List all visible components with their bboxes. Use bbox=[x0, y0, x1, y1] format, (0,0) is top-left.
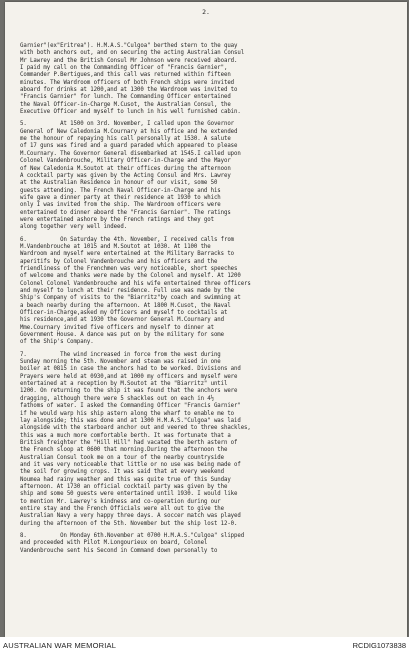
text-line: lay alongside; this was done and at 1300 H.M.A.S."Culgoa" was laid bbox=[20, 417, 241, 424]
text-line: of New Caledonia M.Soutot at their offices during the afternoon bbox=[20, 165, 231, 172]
text-line: minutes. The Wardroom officers of both French ships were invited bbox=[20, 79, 235, 86]
text-line: to mention Mr. Lawrey's kindness and co-operation during our bbox=[20, 498, 221, 505]
text-line: Government House. A dance was put on by the military for some bbox=[20, 332, 224, 339]
archive-footer bbox=[0, 637, 409, 654]
text-line: of welcome and thanks were made by the Colonel and myself. At 1200 bbox=[20, 273, 241, 280]
text-line: at the Australian Residence in honour of our visit, some 50 bbox=[20, 180, 218, 187]
text-line: Colonel Colonel Vandenbrouche and his wife entertained three officers bbox=[20, 280, 251, 287]
document-page bbox=[5, 2, 407, 637]
institution-label: AUSTRALIAN WAR MEMORIAL bbox=[3, 641, 117, 650]
text-line: along together very well indeed. bbox=[20, 224, 128, 231]
text-line: entire stay and the French Officials were all out to give the bbox=[20, 505, 224, 512]
text-line: and proceeded with Pilot M.Longourieux on board, Colonel bbox=[20, 540, 208, 547]
text-line: 6. On Saturday the 4th. November, I received calls from bbox=[20, 236, 235, 243]
text-line: M.Vandenbrouche at 1015 and M.Soutot at 1030. At 1100 the bbox=[20, 243, 211, 250]
text-line: fathoms of water. I asked the Commanding Officer "Francis Garnier" bbox=[20, 403, 241, 410]
text-line: aperitifs by Colonel Vandenbrouche and his officers and the bbox=[20, 258, 218, 265]
paragraph bbox=[20, 533, 370, 555]
text-line: with both anchors out, and on securing the acting Australian Consul bbox=[20, 50, 245, 57]
text-line: were entertained ashore by the French ratings and they got bbox=[20, 216, 214, 223]
text-line: Australian Navy a very happy three days. A soccer match was played bbox=[20, 513, 241, 520]
paragraph bbox=[20, 237, 370, 347]
text-line: me the honour of repaying his call personally at 1530. A salute bbox=[20, 136, 231, 143]
text-line: his residence,and at 1930 the Governor General M.Cournary and bbox=[20, 317, 224, 324]
text-line: A cocktail party was given by the Acting Consul and Mrs. Lawrey bbox=[20, 172, 231, 179]
text-line: entertained at a reception by M.Soutot at the "Biarritz" until bbox=[20, 381, 228, 388]
text-line: entertained to dinner aboard the "Francis Garnier". The ratings bbox=[20, 209, 231, 216]
text-line: alongside with the starboard anchor out and veered to three shackles, bbox=[20, 425, 251, 432]
text-line: I paid my call on the Commanding Officer of "Francis Garnier", bbox=[20, 65, 228, 72]
text-line: of the Ship's Company. bbox=[20, 339, 94, 346]
text-line: the soil for growing crops. It was said that at every weekend bbox=[20, 469, 224, 476]
text-line: M.Cournary. The Governor General disembarked at 1545.I called upon bbox=[20, 150, 241, 157]
text-line: 1200. On returning to the ship it was found that the anchors were bbox=[20, 388, 238, 395]
paragraph bbox=[20, 352, 370, 528]
text-line: General of New Caledonia M.Cournary at his office and he extended bbox=[20, 128, 238, 135]
text-line: Garnier"(ex"Eritrea"). H.M.A.S."Culgoa" berthed stern to the quay bbox=[20, 43, 238, 49]
text-line: 7. The wind increased in force from the west during bbox=[20, 351, 221, 358]
text-line: Commander P.Bertigues,and this call was returned within fifteen bbox=[20, 72, 231, 79]
paragraph bbox=[20, 121, 370, 231]
paragraph bbox=[20, 43, 370, 116]
text-line: 5. At 1500 on 3rd. November, I called upon the Governor bbox=[20, 121, 235, 128]
text-line: this was a much more comfortable berth. It was fortunate that a bbox=[20, 432, 231, 439]
reference-id: RCDIG1073838 bbox=[352, 641, 406, 650]
text-line: Australian Consul took me on a tour of the nearby countryside bbox=[20, 454, 224, 461]
text-line: Noumea had rainy weather and this was quite true of this Sunday bbox=[20, 476, 231, 483]
text-line: Sunday morning the 5th. November and steam was raised in one bbox=[20, 359, 221, 366]
text-line: if he would warp his ship astern along the wharf to enable me to bbox=[20, 410, 235, 417]
text-line: the Naval Officer-in-Charge M.Cusot, the Australian Consul, the bbox=[20, 101, 231, 108]
text-line: Ship's Company of visits to the "Biarritz"by coach and swimming at bbox=[20, 295, 241, 302]
text-line: afternoon. At 1730 an official cocktail party was given by the bbox=[20, 483, 228, 490]
text-line: Prayers were held at 0930,and at 1000 my officers and myself were bbox=[20, 373, 238, 380]
text-line: a beach nearby during the afternoon. At 1800 M.Cusot, the Naval bbox=[20, 302, 231, 309]
text-line: "Francis Garnier" for lunch. The Commanding Officer entertained bbox=[20, 94, 231, 101]
text-line: and myself to lunch at their residence. Full use was made by the bbox=[20, 288, 235, 294]
text-line: only I was invited from the ship. The Wardroom officers were bbox=[20, 202, 221, 209]
text-line: Mme.Cournary invited five officers and myself to dinner at bbox=[20, 324, 214, 331]
text-line: aboard for drinks at 1200,and at 1300 the Wardroom was invited to bbox=[20, 87, 238, 94]
text-line: guests attending. The French Naval Officer-in-Charge and his bbox=[20, 187, 221, 194]
page-number: 2. bbox=[202, 8, 210, 16]
text-line: during the afternoon of the 5th. November but the ship lost 12-0. bbox=[20, 520, 238, 527]
text-line: friendliness of the Frenchmen was very noticeable, short speeches bbox=[20, 265, 238, 272]
text-line: and it was very noticeable that little or no use was being made of bbox=[20, 461, 241, 468]
text-line: Colonel Vandenbrouche, Military Officer-in-Charge and the Mayor bbox=[20, 158, 231, 165]
document-body bbox=[20, 43, 370, 560]
text-line: 8. On Monday 6th.November at 0700 H.M.A.S."Culgoa" slipped bbox=[20, 533, 245, 539]
text-line: of 17 guns was fired and a guard paraded which appeared to please bbox=[20, 143, 238, 150]
text-line: Wardroom and myself were entertained at the Military Barracks to bbox=[20, 251, 235, 258]
text-line: British freighter the "Hill Hill" had vacated the berth astern of bbox=[20, 439, 238, 446]
text-line: Mr Lawrey and the British Consul Mr Johnson were received aboard. bbox=[20, 57, 238, 64]
text-line: the French sloop at 0600 that morning.During the afternoon the bbox=[20, 447, 228, 454]
text-line: Vandenbrouche sent his Second in Command down personally to bbox=[20, 547, 218, 554]
text-line: dragging, although there were 5 shackles out on each in 4½ bbox=[20, 395, 214, 402]
text-line: boiler at 0815 in case the anchors had to be worked. Divisions and bbox=[20, 366, 241, 373]
text-line: Executive Officer and myself to lunch in his well furnished cabin. bbox=[20, 109, 241, 116]
text-line: ship and some 50 guests were entertained until 1930. I would like bbox=[20, 491, 238, 498]
text-line: wife gave a dinner party at their residence at 1930 to which bbox=[20, 194, 221, 201]
text-line: Officer-in-Charge,asked my Officers and myself to cocktails at bbox=[20, 310, 228, 317]
